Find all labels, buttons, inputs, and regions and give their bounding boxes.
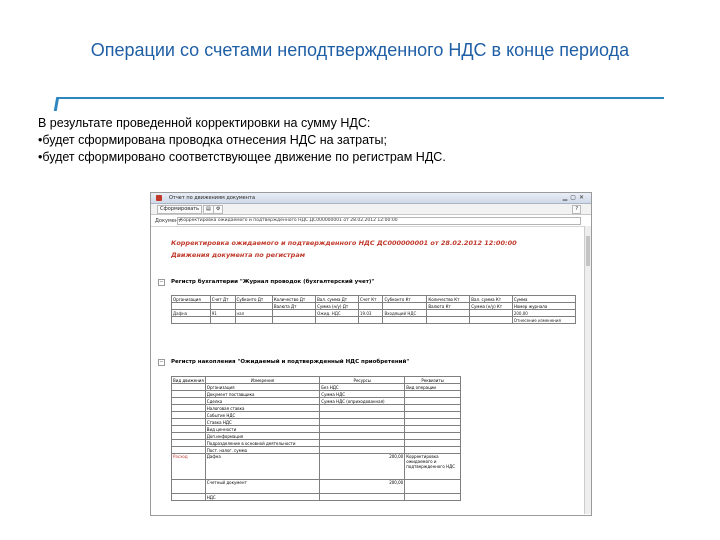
document-param-label: Документ: (155, 218, 183, 224)
section2-expander-icon[interactable]: − (159, 359, 164, 365)
accum-section-title: Регистр накопления "Ожидаемый и подтвержденный НДС приобретений" (171, 359, 410, 365)
table-header-cell: Счет Дт (210, 296, 235, 303)
table-cell: Документ поставщика (205, 391, 319, 398)
app-icon (156, 195, 162, 201)
table-cell: Корректировка ожидаемого и подтвержденного НДС (405, 454, 461, 480)
table-cell: НДС (205, 494, 319, 501)
title-underline (58, 97, 664, 99)
section1-expander-icon[interactable]: − (159, 279, 164, 285)
table-cell: Дафна (172, 310, 211, 317)
report-window-screenshot (150, 192, 592, 516)
document-heading: Корректировка ожидаемого и подтвержденного НДС ДС000000001 от 28.02.2012 12:00:00 (171, 239, 517, 247)
table-cell: Счетный документ (205, 480, 319, 494)
window-controls-icon[interactable]: ▁▢✕ (562, 194, 587, 201)
journal-table (171, 295, 576, 324)
table-cell: Организация (205, 384, 319, 391)
table-cell: 19.03 (359, 310, 383, 317)
table-cell: Отнесение изменения (512, 317, 575, 324)
body-line-2: •будет сформирована проводка отнесения НДС на затраты; (38, 133, 387, 147)
generate-button[interactable]: Сформировать (157, 205, 202, 214)
table-header-cell: Реквизиты (405, 377, 461, 384)
table-header-cell: Количество Кт (427, 296, 470, 303)
table-header-cell: Номер журнала (512, 303, 575, 310)
table-header-cell: Организация (172, 296, 211, 303)
table-cell: 200,00 (512, 310, 575, 317)
table-header-cell: Субконто Кт (383, 296, 427, 303)
table-cell: Ставка НДС (205, 419, 319, 426)
help-button[interactable]: ? (572, 205, 581, 214)
table-cell: нал (235, 310, 272, 317)
table-cell: 200,00 (320, 454, 405, 480)
table-cell: Событие НДС (205, 412, 319, 419)
table-cell: Расход (172, 454, 206, 480)
table-cell: Подразделение в основной деятельности (205, 440, 319, 447)
table-cell: 200,00 (320, 480, 405, 494)
journal-section-title: Регистр бухгалтерии "Журнал проводок (бухгалтерский учет)" (171, 279, 375, 285)
table-header-cell: Вал. сумма Дт (316, 296, 359, 303)
table-header-cell: Ресурсы (320, 377, 405, 384)
table-cell: Без НДС (320, 384, 405, 391)
table-cell: Дафна (205, 454, 319, 480)
vertical-scrollbar[interactable] (584, 226, 591, 514)
table-cell (470, 310, 513, 317)
table-cell (427, 310, 470, 317)
document-param-field[interactable]: Корректировка ожидаемого и подтвержденного НДС ДС000000001 от 28.02.2012 12:00:00 (177, 217, 581, 225)
table-cell: Входящий НДС (383, 310, 427, 317)
window-title: Отчет по движениям документа (169, 195, 256, 201)
window-titlebar (151, 193, 591, 204)
body-line-1: В результате проведенной корректировки на сумму НДС: (38, 116, 371, 130)
param-row (151, 216, 591, 227)
table-cell: Доп.информация (205, 433, 319, 440)
table-header-cell: Вал. сумма Кт (470, 296, 513, 303)
table-header-cell: Сумма (512, 296, 575, 303)
table-header-cell: Сумма (н/у) Кт (470, 303, 513, 310)
table-cell (272, 310, 315, 317)
table-cell: Налоговая ставка (205, 405, 319, 412)
window-toolbar (151, 204, 591, 215)
scroll-thumb[interactable] (586, 236, 590, 266)
table-header-cell: Субконто Дт (235, 296, 272, 303)
body-line-3: •будет сформировано соответствующее движение по регистрам НДС. (38, 150, 446, 164)
settings-icon[interactable]: ⚙ (213, 205, 223, 214)
movements-heading: Движения документа по регистрам (171, 251, 306, 259)
table-header-cell: Вид движения (173, 377, 204, 383)
table-cell: 91 (210, 310, 235, 317)
accum-table (171, 376, 461, 501)
body-text (38, 115, 446, 166)
table-cell: Вид ценности (205, 426, 319, 433)
table-header-cell: Измерения (205, 377, 319, 384)
table-header-cell: Счет Кт (359, 296, 383, 303)
table-header-cell: Валюта Кт (427, 303, 470, 310)
table-cell: Сумма НДС (320, 391, 405, 398)
slide-title: Операции со счетами неподтвержденного НДС в конце периода (90, 40, 630, 60)
table-cell: Вид операции (405, 384, 461, 391)
table-cell: Сделка (205, 398, 319, 405)
print-icon[interactable]: ▤ (203, 205, 214, 214)
table-header-cell: Валюта Дт (272, 303, 315, 310)
title-underline-hook (54, 97, 59, 111)
table-cell: Сумма НДС (оприходованная) (320, 398, 405, 405)
table-header-cell: Сумма (н/у) Дт (316, 303, 359, 310)
table-cell: Ожид. НДС (316, 310, 359, 317)
table-header-cell: Количество Дт (272, 296, 315, 303)
table-cell: Пост. налог. сумма (205, 447, 319, 454)
